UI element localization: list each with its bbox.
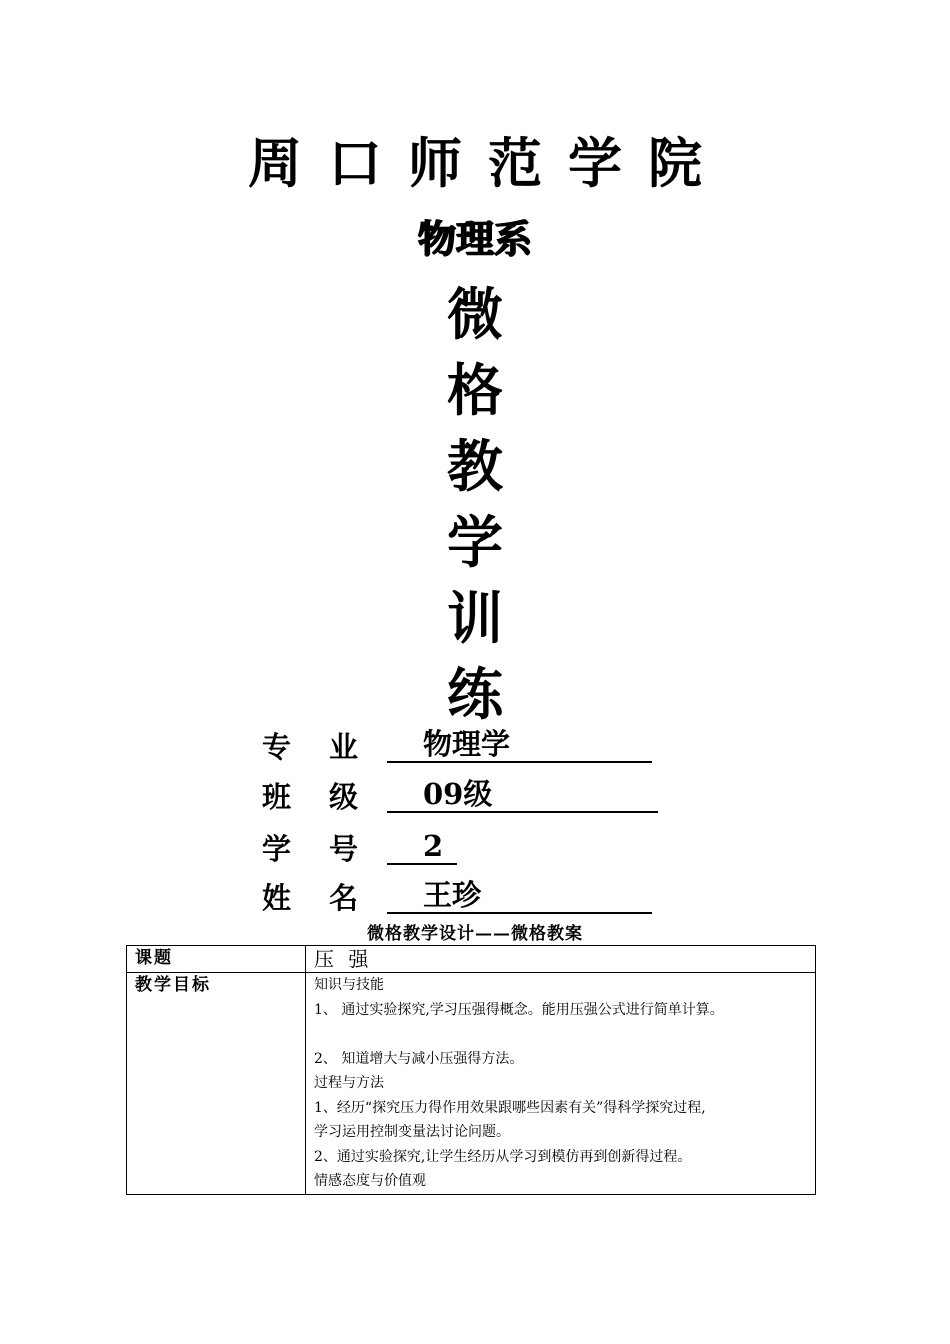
topic-value: 压 强 [306,946,816,973]
objective-line: 情感态度与价值观 [314,1173,426,1189]
title-char-6: 练 [447,662,503,728]
objective-line [314,1022,815,1047]
info-label-class: 班级 [262,780,397,814]
objectives-label: 教学目标 [127,973,306,1195]
info-value-major: 物理学 [387,725,652,763]
objective-line: 1、 通过实验探究,学习压强得概念。能用压强公式进行简单计算。 [314,1001,724,1018]
objectives-content [306,973,816,1195]
lesson-plan-table [126,945,816,1195]
topic-row [127,946,816,973]
info-value-name: 王珍 [387,876,652,914]
objective-line: 学习运用控制变量法讨论问题。 [314,1124,510,1140]
objective-line: 过程与方法 [314,1075,384,1091]
lesson-plan-title: 微格教学设计——微格教案 [367,924,583,944]
objective-line: 2、 知道增大与减小压强得方法。 [314,1050,524,1067]
title-char-4: 学 [447,510,503,576]
info-label-major: 专业 [262,730,397,764]
objectives-row [127,973,816,1195]
title-char-5: 训 [447,586,503,652]
topic-label: 课题 [127,946,306,973]
objective-line: 1、经历“探究压力得作用效果跟哪些因素有关”得科学探究过程, [314,1099,706,1116]
info-value-student-id: 2 [387,827,457,865]
objective-line: 2、通过实验探究,让学生经历从学习到模仿再到创新得过程。 [314,1148,692,1165]
info-value-class: 09级 [387,775,658,813]
info-label-name: 姓名 [262,881,397,915]
title-char-1: 微 [447,282,503,348]
objective-line: 知识与技能 [314,977,384,993]
school-name: 周口师范学院 [248,131,728,195]
department-name: 物理系 [417,216,532,261]
info-label-student-id: 学号 [262,832,397,866]
title-char-2: 格 [447,358,503,424]
title-char-3: 教 [447,434,503,500]
